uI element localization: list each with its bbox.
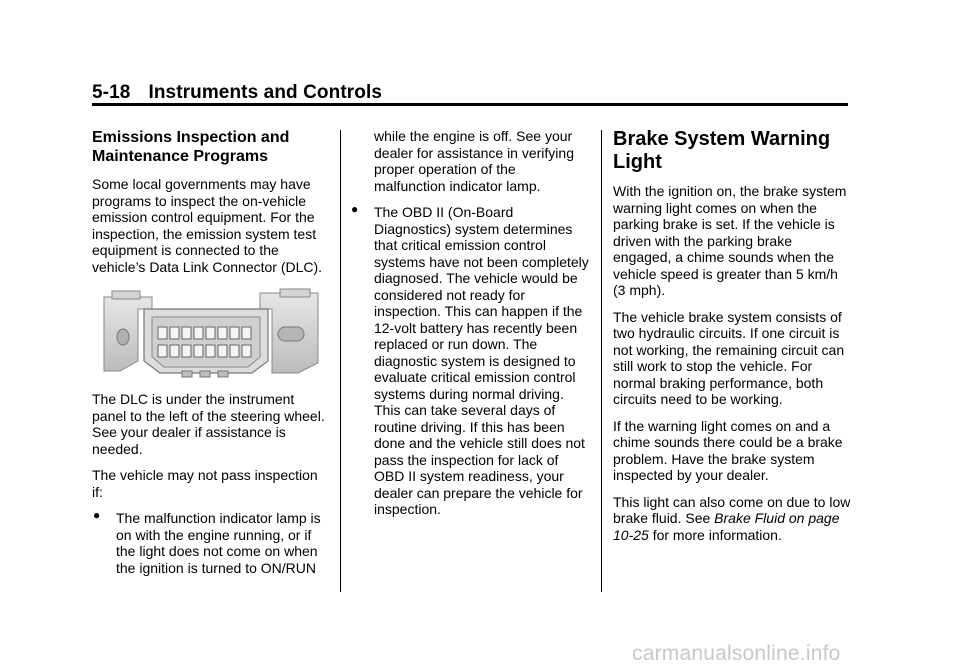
brake-paragraph-1: With the ignition on, the brake system warning light comes on when the parking brake is set. If the vehicle is driven with the parking brake engaged, a chime sounds when the vehicle speed is greater than 5 km/h (3 mph).	[613, 183, 847, 298]
brake-paragraph-2: The vehicle brake system consists of two hydraulic circuits. If one circuit is not working, the remaining circuit can still work to stop the vehicle. For normal braking performance, both circuits need to be working.	[613, 308, 845, 407]
bullet-continuation: while the engine is off. See your dealer for assistance in verifying proper operation of the malfunction indicator lamp.	[374, 128, 574, 194]
watermark: carmanualsonline.info	[632, 642, 841, 665]
emissions-paragraph-2: The DLC is under the instrument panel to the left of the steering wheel. See your dealer if assistance is needed.	[92, 391, 325, 457]
brake-warning-heading: Brake System Warning Light	[613, 128, 831, 173]
column-2	[350, 128, 590, 528]
emissions-heading: Emissions Inspection and Maintenance Programs	[92, 129, 290, 165]
column-3	[613, 128, 851, 553]
brake-paragraph-4	[613, 494, 851, 544]
brake-paragraph-4-text: This light can also come on due to low brake fluid. See	[613, 493, 851, 526]
emissions-paragraph-1: Some local governments may have programs to inspect the on-vehicle emission control equipment. For the inspection, the emission system test equipment is connected to the vehicle’s Data Link Connector (DLC).	[92, 176, 323, 275]
column-1	[92, 128, 332, 586]
brake-fluid-reference-link[interactable]: Brake Fluid on page 10-25	[613, 510, 840, 543]
bullet-item-2	[350, 204, 590, 518]
bullet-item-1	[92, 510, 332, 576]
bullet-icon: ●	[93, 508, 101, 522]
column-divider-right	[601, 130, 602, 592]
column-divider-left	[340, 130, 341, 592]
brake-paragraph-4-tail: for more information.	[648, 526, 782, 543]
brake-paragraph-3: If the warning light comes on and a chime sounds there could be a brake problem. Have the brake system inspected by your dealer.	[613, 417, 843, 483]
header-rule	[92, 103, 848, 106]
bullet-icon: ●	[351, 202, 359, 216]
bullet-text-1: The malfunction indicator lamp is on with the engine running, or if the light does not come on when the ignition is turned to ON/RUN	[116, 510, 321, 576]
page-number: 5-18	[92, 82, 131, 103]
page-header	[92, 82, 382, 104]
dlc-connector-illustration	[92, 287, 332, 379]
section-title: Instruments and Controls	[148, 82, 383, 103]
emissions-paragraph-3: The vehicle may not pass inspection if:	[92, 467, 318, 500]
bullet-text-2: The OBD II (On-Board Diagnostics) system determines that critical emission control systems have not been completely diagnosed. The vehicle would be considered not ready for inspection. This can happen if the 12-volt battery has recently been replaced or run down. The diagnostic system is designed to evaluate critical emission control systems during normal driving. This can take several days of routine driving. If this has been done and the vehicle still does not pass the inspection for lack of OBD II system readiness, your dealer can prepare the vehicle for inspection.	[374, 204, 589, 517]
